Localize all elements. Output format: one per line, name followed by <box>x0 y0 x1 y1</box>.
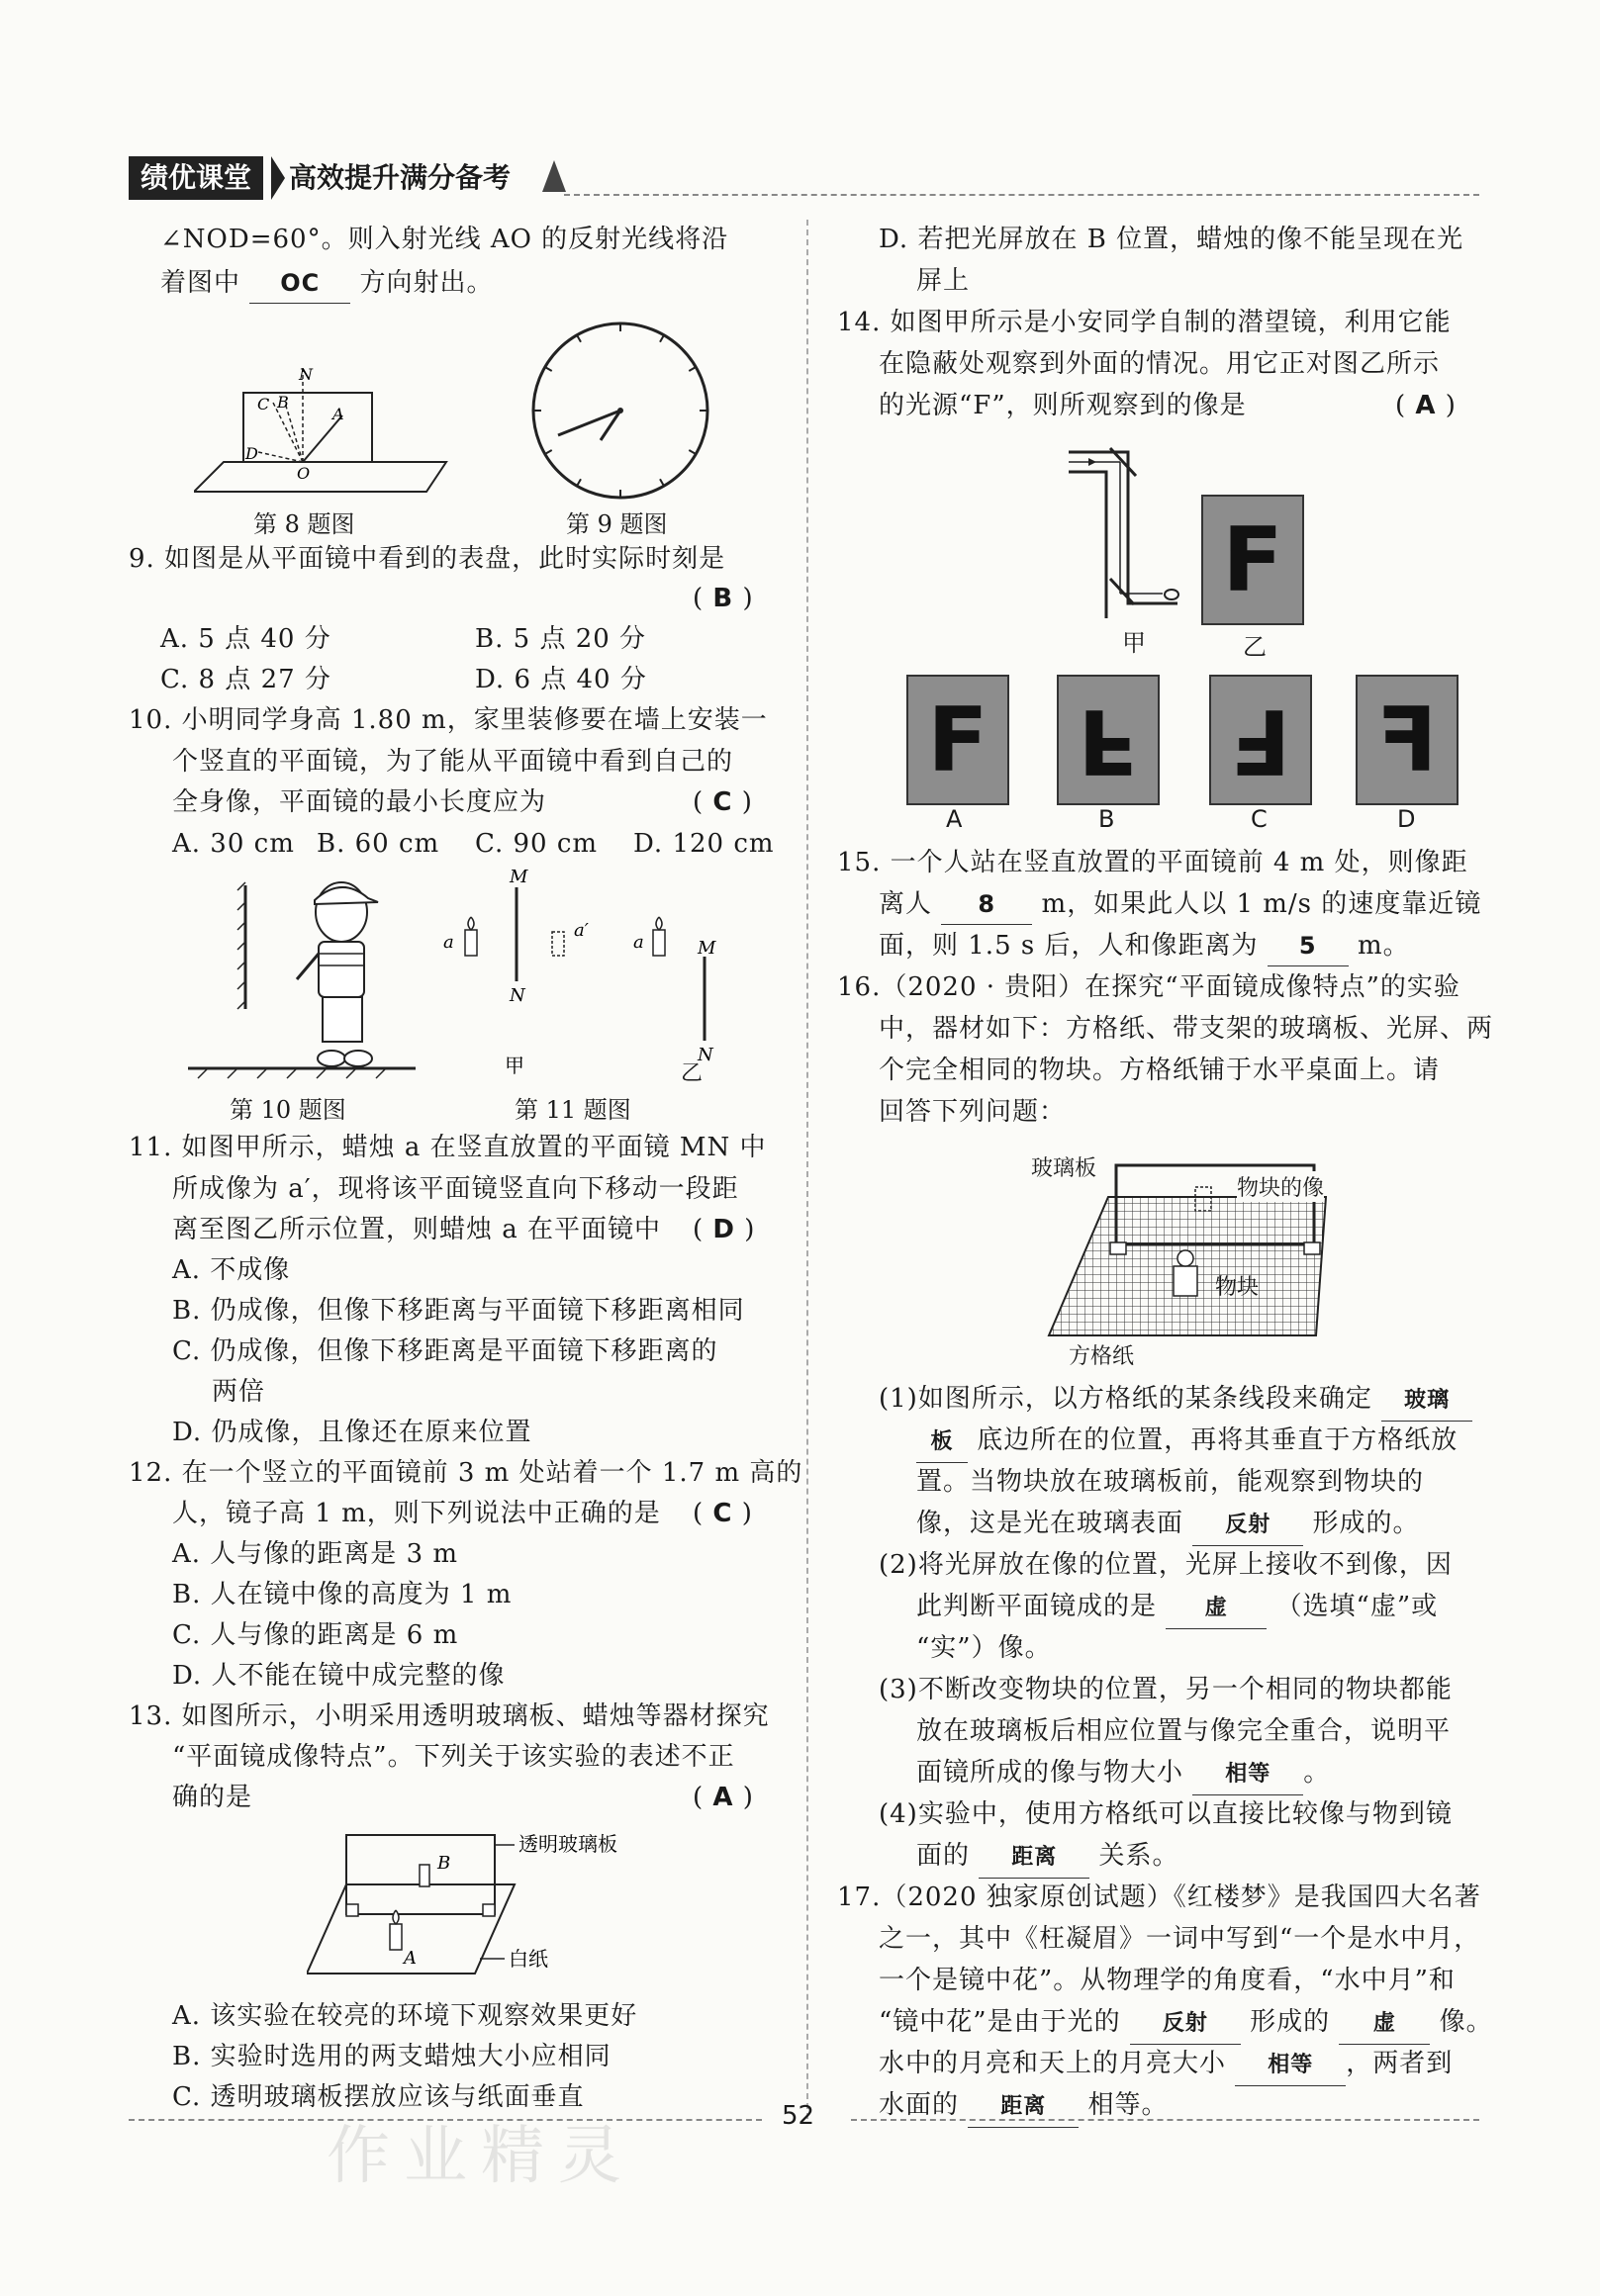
fig9-clock <box>526 317 714 505</box>
q11-option-d: D. 仍成像，且像还在原来位置 <box>172 1418 532 1447</box>
q17-line6: 水面的 距离 相等。 <box>879 2085 1169 2128</box>
q16-p2-line2: 此判断平面镜成的是 虚 （选填“虚”或 <box>916 1587 1438 1629</box>
q8-line2: 着图中 OC 方向射出。 <box>160 263 494 304</box>
clock-tick <box>689 367 696 371</box>
q17-line4: “镜中花”是由于光的 反射 形成的 虚 像。 <box>879 2002 1493 2045</box>
q11-option-c: C. 仍成像，但像下移距离是平面镜下移距离的 <box>172 1336 718 1366</box>
q16-p3-line3: 面镜所成的像与物大小 相等 。 <box>916 1753 1330 1795</box>
fig16-image-label: 物块的像 <box>1237 1171 1324 1202</box>
svg-text:A: A <box>332 405 344 423</box>
svg-text:D: D <box>245 444 258 463</box>
q13-answer: ( A ) <box>693 1783 754 1812</box>
fig14-jia: 甲 <box>1122 629 1146 657</box>
q10-answer: ( C ) <box>693 787 753 817</box>
svg-text:M: M <box>698 938 716 959</box>
q14-answer: ( A ) <box>1395 391 1457 420</box>
q16-p2-answer: 虚 <box>1166 1589 1267 1629</box>
q16-p1-answer-2: 反射 <box>1192 1506 1303 1546</box>
q15-answer-2: 5 <box>1268 926 1349 966</box>
q16-p1-line2: 板 底边所在的位置，再将其垂直于方格纸放 <box>916 1421 1458 1463</box>
q13-option-b: B. 实验时选用的两支蜡烛大小应相同 <box>172 2042 612 2071</box>
q11-line2: 所成像为 a′，现将该平面镜竖直向下移动一段距 <box>172 1174 739 1204</box>
q17-line2: 之一，其中《枉凝眉》一词中写到“一个是水中月， <box>879 1924 1481 1954</box>
q10-option-b: B. 60 cm <box>317 829 440 859</box>
q17-answer-3: 相等 <box>1235 2046 1346 2086</box>
q13-line3: 确的是 <box>172 1783 253 1812</box>
q16-p2-line3: “实”）像。 <box>916 1633 1052 1663</box>
clock-tick <box>577 479 581 486</box>
q12-answer: ( C ) <box>693 1499 753 1528</box>
header-arrow <box>271 156 285 200</box>
fig10-caption: 第 10 题图 <box>230 1096 346 1124</box>
q17-answer-1: 反射 <box>1130 2004 1241 2045</box>
q9-option-c: C. 8 点 27 分 <box>160 665 331 694</box>
q16-p1-line4: 像，这是光在玻璃表面 反射 形成的。 <box>916 1504 1420 1546</box>
svg-text:甲: 甲 <box>505 1054 524 1077</box>
q11-answer: ( D ) <box>693 1215 756 1244</box>
fig10-person-mirror <box>188 871 416 1083</box>
svg-text:N: N <box>698 1045 713 1065</box>
fig16-grid-label: 方格纸 <box>1069 1344 1135 1369</box>
q13-option-a: A. 该实验在较亮的环境下观察效果更好 <box>172 2001 638 2031</box>
q11-line1: 11. 如图甲所示，蜡烛 a 在竖直放置的平面镜 MN 中 <box>129 1133 767 1162</box>
q14-option-a-image: F <box>906 675 1009 805</box>
svg-text:白纸: 白纸 <box>509 1947 548 1971</box>
q17-answer-2: 虚 <box>1339 2004 1430 2045</box>
fig14-yi: 乙 <box>1243 633 1267 661</box>
q13-option-c: C. 透明玻璃板摆放应该与纸面垂直 <box>172 2082 585 2112</box>
q13-option-d-line2: 屏上 <box>916 266 971 296</box>
q13-line2: “平面镜成像特点”。下列关于该实验的表述不正 <box>172 1742 735 1772</box>
q14-line1: 14. 如图甲所示是小安同学自制的潜望镜，利用它能 <box>837 308 1452 337</box>
q11-option-c-cont: 两倍 <box>212 1377 266 1407</box>
header-subtitle: 高效提升满分备考 <box>289 161 512 194</box>
q12-option-d: D. 人不能在镜中成完整的像 <box>172 1661 506 1691</box>
fig9-caption: 第 9 题图 <box>566 510 668 538</box>
svg-text:a′: a′ <box>574 920 589 941</box>
q11-option-b: B. 仍成像，但像下移距离与平面镜下移距离相同 <box>172 1296 745 1326</box>
fig11-candle-mirror <box>435 863 722 1080</box>
q14-line3: 的光源“F”，则所观察到的像是 <box>879 391 1247 420</box>
q16-line1: 16.（2020 · 贵阳）在探究“平面镜成像特点”的实验 <box>837 972 1460 1002</box>
q17-answer-4: 距离 <box>968 2087 1079 2128</box>
q16-line2: 中，器材如下：方格纸、带支架的玻璃板、光屏、两 <box>879 1014 1494 1044</box>
clock-tick <box>689 450 696 454</box>
fig16-block-label: 物块 <box>1215 1275 1260 1300</box>
footer-dash-right <box>851 2119 1479 2121</box>
q16-p1-line3: 置。当物块放在玻璃板前，能观察到物块的 <box>916 1467 1425 1497</box>
q8-line1: ∠NOD=60°。则入射光线 AO 的反射光线将沿 <box>160 225 729 254</box>
header-dash-line <box>564 194 1479 196</box>
q11-line3: 离至图乙所示位置，则蜡烛 a 在平面镜中 <box>172 1215 662 1244</box>
svg-text:N: N <box>299 368 313 384</box>
q10-option-a: A. 30 cm <box>172 829 295 859</box>
svg-text:a: a <box>633 932 644 953</box>
watermark: 作业精灵 <box>327 2120 635 2193</box>
q16-p1-answer-b: 板 <box>916 1423 968 1463</box>
q15-line2: 离人 8 m，如果此人以 1 m/s 的速度靠近镜 <box>879 884 1481 925</box>
column-divider <box>806 220 808 2119</box>
q13-option-d-line1: D. 若把光屏放在 B 位置，蜡烛的像不能呈现在光 <box>879 225 1464 254</box>
fig11-caption: 第 11 题图 <box>515 1096 631 1124</box>
page-number: 52 <box>782 2101 815 2131</box>
q17-line5: 水中的月亮和天上的月亮大小 相等 ，两者到 <box>879 2044 1453 2086</box>
q13-line1: 13. 如图所示，小明采用透明玻璃板、蜡烛等器材探究 <box>129 1701 770 1731</box>
fig14-light-source-F: F <box>1201 495 1304 625</box>
q17-line3: 一个是镜中花”。从物理学的角度看，“水中月”和 <box>879 1966 1456 1995</box>
q12-line2: 人，镜子高 1 m，则下列说法中正确的是 <box>172 1499 661 1528</box>
q11-option-a: A. 不成像 <box>172 1255 291 1285</box>
clock-tick <box>545 367 552 371</box>
svg-text:A: A <box>404 1948 417 1969</box>
q10-option-d: D. 120 cm <box>633 829 775 859</box>
q16-line3: 个完全相同的物块。方格纸铺于水平桌面上。请 <box>879 1056 1441 1085</box>
q15-answer-1: 8 <box>941 884 1032 925</box>
svg-text:a: a <box>443 932 454 953</box>
q12-line1: 12. 在一个竖立的平面镜前 3 m 处站着一个 1.7 m 高的 <box>129 1458 803 1488</box>
q16-line4: 回答下列问题： <box>879 1097 1067 1127</box>
fig16-glass-label: 玻璃板 <box>1031 1151 1096 1182</box>
header-triangle <box>542 160 566 192</box>
clock-tick <box>577 335 581 342</box>
q17-line1: 17.（2020 独家原创试题）《红楼梦》是我国四大名著 <box>837 1883 1481 1912</box>
fig11-yi: 乙 <box>681 1061 704 1086</box>
header-brand: 绩优课堂 <box>129 156 263 200</box>
svg-text:M: M <box>510 867 528 887</box>
q14-option-c-label: C <box>1251 805 1268 833</box>
q16-p4-answer: 距离 <box>979 1838 1089 1879</box>
q8-answer: OC <box>249 263 350 304</box>
q15-line3: 面，则 1.5 s 后，人和像距离为 5 m。 <box>879 926 1410 966</box>
q14-option-c-image: F <box>1209 675 1312 805</box>
q15-line1: 15. 一个人站在竖直放置的平面镜前 4 m 处，则像距 <box>837 848 1468 877</box>
q9-option-a: A. 5 点 40 分 <box>160 624 331 654</box>
fig8-mirror-diagram <box>194 368 461 497</box>
q10-line2: 个竖直的平面镜，为了能从平面镜中看到自己的 <box>172 747 734 777</box>
fig13-glass-candles <box>307 1825 663 1983</box>
clock-tick <box>545 450 552 454</box>
clock-tick <box>660 335 664 342</box>
q16-p4-line2: 面的 距离 关系。 <box>916 1836 1179 1879</box>
svg-text:N: N <box>510 985 525 1006</box>
q10-option-c: C. 90 cm <box>475 829 599 859</box>
svg-text:B: B <box>437 1853 451 1874</box>
q14-line2: 在隐蔽处观察到外面的情况。用它正对图乙所示 <box>879 349 1441 379</box>
q16-p1-answer-a: 玻璃 <box>1381 1381 1472 1422</box>
clock-tick <box>660 479 664 486</box>
q14-option-a-label: A <box>946 805 963 833</box>
fig14-periscope <box>1069 440 1187 618</box>
q9-option-d: D. 6 点 40 分 <box>475 665 647 694</box>
q9-stem: 9. 如图是从平面镜中看到的表盘，此时实际时刻是 <box>129 544 726 574</box>
q16-p3-line1: (3)不断改变物块的位置，另一个相同的物块都能 <box>879 1675 1453 1704</box>
q10-line3: 全身像，平面镜的最小长度应为 <box>172 787 547 817</box>
q16-p1-line1: (1)如图所示，以方格纸的某条线段来确定 玻璃 <box>879 1379 1472 1422</box>
q12-option-c: C. 人与像的距离是 6 m <box>172 1620 459 1650</box>
svg-text:B: B <box>277 393 289 412</box>
q16-p2-line1: (2)将光屏放在像的位置，光屏上接收不到像，因 <box>879 1550 1453 1580</box>
q9-answer: ( B ) <box>693 584 754 613</box>
q16-p3-line2: 放在玻璃板后相应位置与像完全重合，说明平 <box>916 1716 1452 1746</box>
svg-text:C: C <box>257 395 270 413</box>
q12-option-b: B. 人在镜中像的高度为 1 m <box>172 1580 513 1609</box>
svg-text:O: O <box>297 464 311 483</box>
q12-option-a: A. 人与像的距离是 3 m <box>172 1539 459 1569</box>
fig8-caption: 第 8 题图 <box>253 510 355 538</box>
q14-option-b-label: B <box>1098 805 1115 833</box>
q10-line1: 10. 小明同学身高 1.80 m，家里装修要在墙上安装一 <box>129 705 768 735</box>
q16-p4-line1: (4)实验中，使用方格纸可以直接比较像与物到镜 <box>879 1799 1453 1829</box>
q14-option-d-label: D <box>1397 805 1416 833</box>
q14-option-b-image: F <box>1057 675 1160 805</box>
q16-p3-answer: 相等 <box>1192 1755 1303 1795</box>
q9-option-b: B. 5 点 20 分 <box>475 624 647 654</box>
svg-text:透明玻璃板: 透明玻璃板 <box>518 1832 617 1856</box>
q14-option-d-image: F <box>1356 675 1459 805</box>
